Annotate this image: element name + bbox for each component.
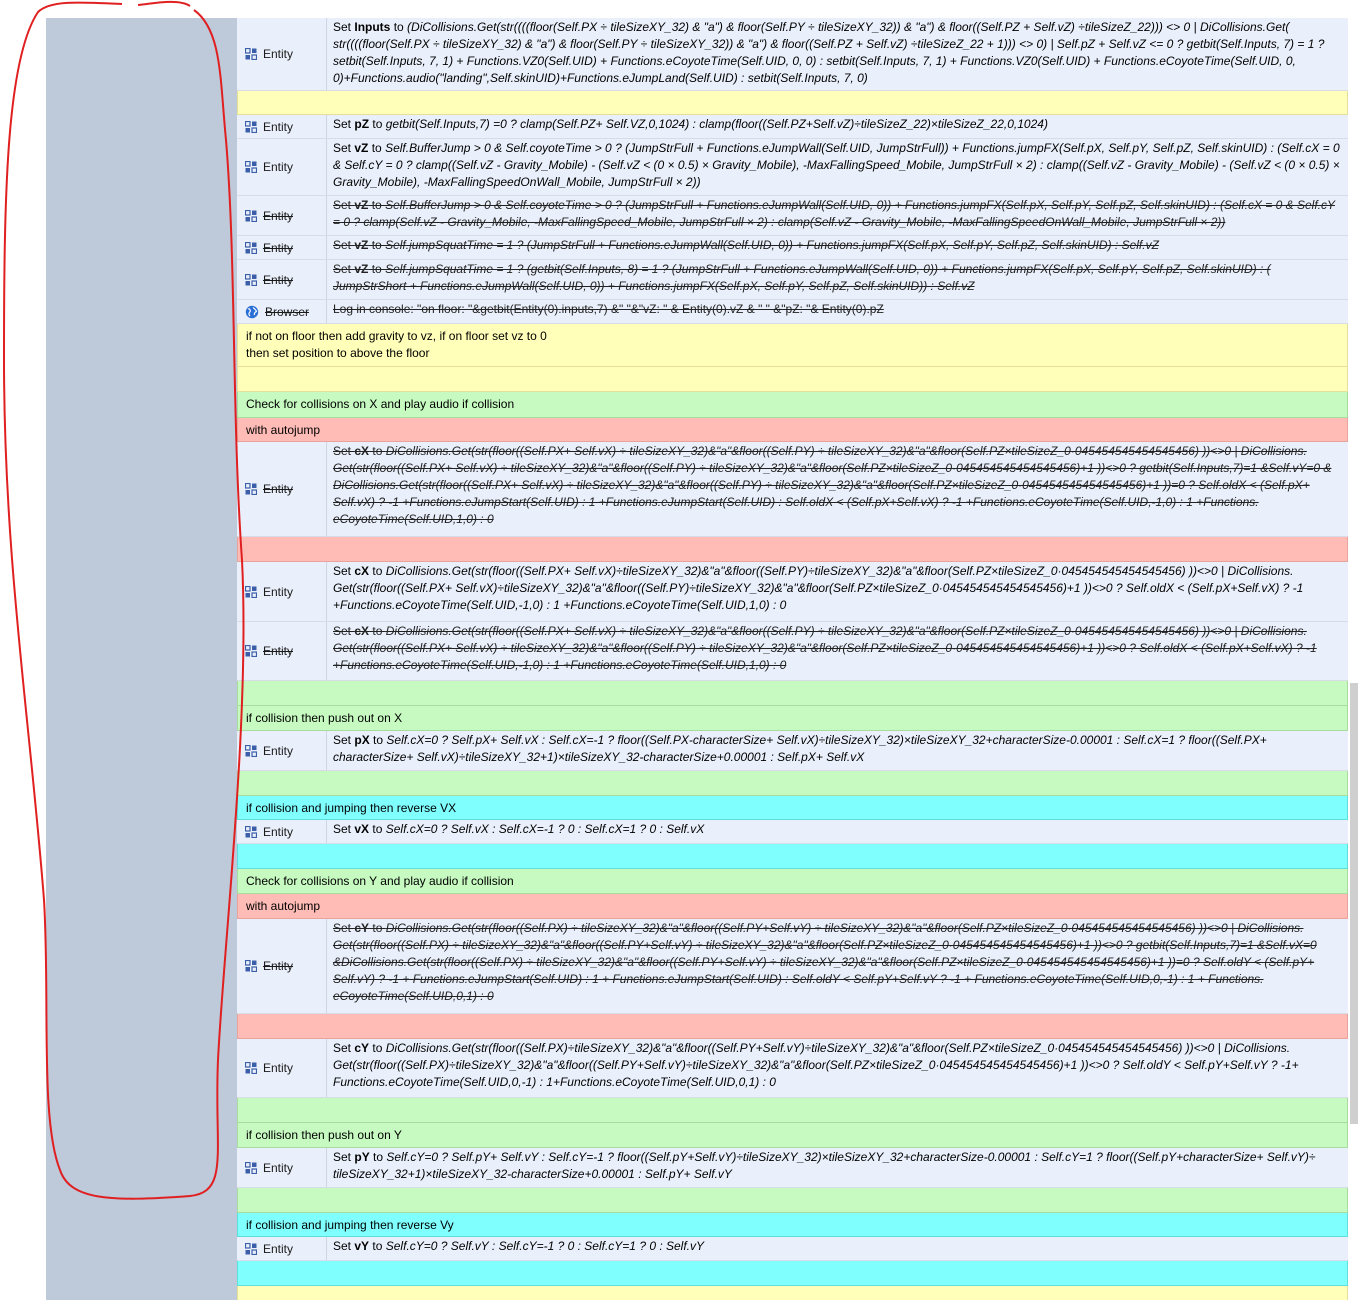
comment-row[interactable]: Check for collisions on X and play audio if collision (237, 392, 1348, 418)
action-connector: to (369, 733, 387, 747)
action-verb: Set (333, 1041, 355, 1055)
variable-name: vZ (354, 262, 369, 276)
object-name-label: Entity (263, 1160, 294, 1175)
action-row[interactable] (237, 260, 1348, 300)
action-verb: Set (333, 822, 355, 836)
action-connector: to (368, 198, 386, 212)
action-text[interactable] (327, 139, 1348, 195)
object-name-label: Entity (263, 119, 294, 134)
action-connector: to (369, 1041, 386, 1055)
action-connector: to (369, 921, 386, 935)
action-object-cell[interactable] (237, 115, 327, 138)
action-row[interactable] (237, 820, 1348, 844)
comment-row[interactable] (237, 1261, 1348, 1286)
action-connector: to (369, 117, 386, 131)
action-row[interactable] (237, 300, 1348, 324)
variable-name: pY (354, 1150, 370, 1164)
action-object-cell[interactable] (237, 300, 327, 323)
comment-row[interactable] (237, 1014, 1348, 1039)
expression: Self.cX=0 ? Self.pX+ Self.vX : Self.cX=-1 ? floor((Self.PX-characterSize+ Self.vX)÷tileSizeXY_32)×tileSizeXY_32+characterSize-0.00001 : Self.cX=1 ? floor((Self.PX+ characterSize+ Self.vX)÷tileSizeXY_32+1)×tileSizeXY_32-characterSize+0.00001 : Self.pX+ Self.vX (333, 733, 1267, 764)
action-connector: to (369, 822, 386, 836)
action-text[interactable] (327, 442, 1348, 536)
action-text[interactable] (327, 731, 1348, 770)
action-connector: to (369, 1239, 386, 1253)
action-verb: Set (333, 1150, 355, 1164)
action-verb: Set (333, 141, 355, 155)
action-object-cell[interactable] (237, 18, 327, 90)
variable-name: cX (354, 624, 370, 638)
expression: Self.BufferJump > 0 & Self.coyoteTime > 0 ? (JumpStrFull + Functions.eJumpWall(Self.UID, 0)) + Functions.jumpFX(Self.pX, Self.pY, Self.pZ, Self.skinUID) : (Self.cX = 0 & Self.cY = 0 ? clamp(Self.vZ - Gravity_Mobile, -MaxFallingSpeed_Mobile, JumpStrFull × 2) : clamp(Self.vZ - Gravity_Mobile, -MaxFallingSpeedOnWall_Mobile, JumpStrFull × 2)) (333, 198, 1335, 229)
action-row[interactable] (237, 622, 1348, 681)
action-connector: to (390, 20, 408, 34)
action-row[interactable] (237, 139, 1348, 196)
action-text[interactable] (327, 236, 1348, 259)
action-object-cell[interactable] (237, 562, 327, 621)
variable-name: vZ (354, 198, 369, 212)
object-name-label: Entity (263, 482, 294, 496)
object-name-label: Entity (263, 1061, 294, 1075)
action-text[interactable] (327, 562, 1348, 621)
expression: DiCollisions.Get(str(floor((Self.PX) ÷ tileSizeXY_32)&"a"&floor((Self.PY+Self.vY) ÷ tileSizeXY_32)&"a"&floor(Self.PZ×tileSizeZ_0·045454545454545456) ))<>0 | DiCollisions. Get(str(floor((Self.PX) ÷ tileSizeXY_32)&"a"&floor((Self.PY+Self.vY) ÷ tileSizeXY_32)&"a"&floor(Self.PZ×tileSizeZ_0·045454545454545456)+1 ))<>0 ? getbit(Self.Inputs,7)=1 &Self.vX=0 &DiCollisions.Get(str(floor((Self.PX) ÷ tileSizeXY_32)&"a"&floor((Self.PY+Self.vY) ÷ tileSizeXY_32)&"a"&floor(Self.PZ×tileSizeZ_0·045454545454545456)+1 ))=0 ? Self.oldY < (Self.pY+ Self.vY) ? -1 + Functions.eJumpStart(Self.UID) : 1 + Functions.eJumpStart(Self.UID) : Self.oldY < Self.pY+Self.vY ? -1 + Functions.eCoyoteTime(Self.UID,0,-1) : 1 + Functions. eCoyoteTime(Self.UID,0,1) : 0 (333, 921, 1317, 1003)
comment-row[interactable]: if collision then push out on X (237, 706, 1348, 731)
expression: Self.BufferJump > 0 & Self.coyoteTime > 0 ? (JumpStrFull + Functions.eJumpWall(Self.UID, JumpStrFull)) + Functions.jumpFX(Self.pX, Self.pY, Self.pZ, Self.skinUID) : (Self.cX = 0 & Self.cY = 0 ? clamp((Self.vZ - Gravity_Mobile) - (Self.vZ < (0 × 0.5) × Gravity_Mobile), -MaxFallingSpeed_Mobile, JumpStrFull × 2) : clamp((Self.vZ - Gravity_Mobile) - (Self.vZ < (0 × 0.5) × Gravity_Mobile), -MaxFallingSpeedOnWall_Mobile, JumpStrFull × 2)) (333, 141, 1340, 189)
action-row[interactable] (237, 1148, 1348, 1188)
action-object-cell[interactable] (237, 442, 327, 536)
variable-name: cX (354, 444, 370, 458)
globe-icon (245, 305, 259, 319)
grid-icon (245, 1062, 257, 1074)
action-row[interactable] (237, 919, 1348, 1014)
action-object-cell[interactable] (237, 1237, 327, 1260)
action-row[interactable] (237, 562, 1348, 622)
variable-name: Inputs (354, 20, 391, 34)
expression: DiCollisions.Get(str(floor((Self.PX+ Self.vX) ÷ tileSizeXY_32)&"a"&floor((Self.PY) ÷ tileSizeXY_32)&"a"&floor(Self.PZ×tileSizeZ_0·045454545454545456) ))<>0 | DiCollisions. Get(str(floor((Self.PX+ Self.vX) ÷ tileSizeXY_32)&"a"&floor((Self.PY) ÷ tileSizeXY_32)&"a"&floor(Self.PZ×tileSizeZ_0·045454545454545456)+1 ))<>0 ? Self.oldX < (Self.pX+Self.vX) ? -1 +Functions.eCoyoteTime(Self.UID,-1,0) : 1 +Functions.eCoyoteTime(Self.UID,1,0) : 0 (333, 624, 1317, 672)
variable-name: vZ (354, 141, 369, 155)
action-text[interactable] (327, 260, 1348, 299)
action-verb: Set (333, 20, 355, 34)
action-connector: to (369, 444, 386, 458)
expression: DiCollisions.Get(str(floor((Self.PX+ Self.vX) ÷ tileSizeXY_32)&"a"&floor((Self.PY) ÷ tileSizeXY_32)&"a"&floor(Self.PZ×tileSizeZ_0·045454545454545456) ))<>0 | DiCollisions. Get(str(floor((Self.PX+ Self.vX) ÷ tileSizeXY_32)&"a"&floor((Self.PY) ÷ tileSizeXY_32)&"a"&floor(Self.PZ×tileSizeZ_0·045454545454545456)+1 ))<>0 ? getbit(Self.Inputs,7)=1 &Self.vY=0 & DiCollisions.Get(str(floor((Self.PX+ Self.vX) ÷ tileSizeXY_32)&"a"&floor((Self.PY) ÷ tileSizeXY_32)&"a"&floor(Self.PZ×tileSizeZ_0·045454545454545456)+1 ))=0 ? Self.oldX < (Self.pX+ Self.vX) ? -1 +Functions.eJumpStart(Self.UID) : 1 +Functions.eJumpStart(Self.UID) : Self.oldX < (Self.pX+Self.vX) ? -1 +Functions.eCoyoteTime(Self.UID,-1,0) : 1 +Functions. eCoyoteTime(Self.UID,1,0) : 0 (333, 444, 1332, 526)
action-object-cell[interactable] (237, 196, 327, 235)
object-name-label: Entity (263, 47, 294, 61)
action-text[interactable] (327, 115, 1348, 138)
grid-icon (245, 960, 257, 972)
expression: Self.cX=0 ? Self.vX : Self.cX=-1 ? 0 : Self.cX=1 ? 0 : Self.vX (385, 822, 705, 836)
comment-row[interactable] (237, 537, 1348, 562)
action-row[interactable] (237, 442, 1348, 537)
action-verb: Set (333, 238, 355, 252)
action-row[interactable] (237, 18, 1348, 91)
action-connector: to (368, 262, 386, 276)
grid-icon (245, 745, 257, 757)
object-name-label: Entity (263, 644, 294, 658)
action-row[interactable] (237, 1039, 1348, 1098)
action-row[interactable] (237, 115, 1348, 139)
expression: DiCollisions.Get(str(floor((Self.PX)÷tileSizeXY_32)&"a"&floor((Self.PY+Self.vY)÷tileSizeXY_32)&"a"&floor(Self.PZ×tileSizeZ_0·045454545454545456) ))<>0 | DiCollisions. Get(str(floor((Self.PX)÷tileSizeXY_32)&"a"&floor((Self.PY+Self.vY)÷tileSizeXY_32)&"a"&floor(Self.PZ×tileSizeZ_0·045454545454545456)+1 ))<>0 ? Self.oldY < Self.pY+Self.vY ? -1+ Functions.eCoyoteTime(Self.UID,0,-1) : 1+Functions.eCoyoteTime(Self.UID,0,1) : 0 (333, 1041, 1299, 1089)
object-name-label: Entity (263, 959, 294, 973)
action-object-cell[interactable] (237, 236, 327, 259)
action-verb: Set (333, 921, 355, 935)
grid-icon (245, 483, 257, 495)
action-text[interactable] (327, 820, 1348, 843)
action-text[interactable] (327, 1237, 1348, 1260)
action-text[interactable] (327, 1039, 1348, 1097)
event-sheet[interactable] (237, 18, 1348, 1300)
expression: Self.jumpSquatTime = 1 ? (getbit(Self.Inputs, 8) = 1 ? (JumpStrFull + Functions.eJumpWall(Self.UID, 0)) + Functions.jumpFX(Self.pX, Self.pY, Self.pZ, Self.skinUID) : ( JumpStrShort + Functions.eJumpWall(Self.UID, 0)) + Functions.jumpFX(Self.pX, Self.pY, Self.pZ, Self.skinUID)) : Self.vZ (333, 262, 1271, 293)
action-object-cell[interactable] (237, 622, 327, 680)
expression: Self.jumpSquatTime = 1 ? (JumpStrFull + Functions.eJumpWall(Self.UID, 0)) + Functions.jumpFX(Self.pX, Self.pY, Self.pZ, Self.skinUID) : Self.vZ (385, 238, 1159, 252)
variable-name: vY (354, 1239, 370, 1253)
grid-icon (245, 826, 257, 838)
grid-icon (245, 1162, 257, 1174)
variable-name: cX (354, 564, 370, 578)
variable-name: cY (354, 1041, 370, 1055)
comment-row[interactable]: Check for collisions on Y and play audio if collision (237, 869, 1348, 894)
action-row[interactable] (237, 196, 1348, 236)
action-object-cell[interactable] (237, 820, 327, 843)
action-object-cell[interactable] (237, 1148, 327, 1187)
grid-icon (245, 1243, 257, 1255)
action-object-cell[interactable] (237, 731, 327, 770)
comment-row[interactable] (237, 771, 1348, 796)
action-text[interactable] (327, 919, 1348, 1013)
variable-name: vX (354, 822, 370, 836)
grid-icon (245, 586, 257, 598)
action-verb: Set (333, 564, 355, 578)
expression: Log in console: "on floor: "&getbit(Entity(0).inputs,7) &" "&"vZ: " & Entity(0).vZ & " " &"pZ: "& Entity(0).pZ (333, 302, 884, 316)
comment-row[interactable] (237, 844, 1348, 869)
object-name-label: Entity (263, 208, 294, 223)
comment-row[interactable] (237, 681, 1348, 706)
object-name-label: Browser (265, 304, 310, 319)
comment-row[interactable]: if not on floor then add gravity to vz, if on floor set vz to 0 then set position to above the floor (237, 324, 1348, 367)
grid-icon (245, 48, 257, 60)
grid-icon (245, 161, 257, 173)
action-object-cell[interactable] (237, 1039, 327, 1097)
action-row[interactable] (237, 731, 1348, 771)
expression: DiCollisions.Get(str(floor((Self.PX+ Self.vX)÷tileSizeXY_32)&"a"&floor((Self.PY)÷tileSizeXY_32)&"a"&floor(Self.PZ×tileSizeZ_0·045454545454545456) ))<>0 | DiCollisions. Get(str(floor((Self.PX+ Self.vX)÷tileSizeXY_32)&"a"&floor((Self.PY)÷tileSizeXY_32)&"a"&floor(Self.PZ×tileSizeZ_0·045454545454545456)+1 ))<>0 ? Self.oldX < (Self.pX+Self.vX) ? -1 +Functions.eCoyoteTime(Self.UID,-1,0) : 1 +Functions.eCoyoteTime(Self.UID,1,0) : 0 (333, 564, 1304, 612)
action-object-cell[interactable] (237, 260, 327, 299)
variable-name: cY (354, 921, 370, 935)
object-name-label: Entity (263, 824, 294, 839)
action-object-cell[interactable] (237, 919, 327, 1013)
action-text[interactable] (327, 1148, 1348, 1187)
action-connector: to (368, 141, 386, 155)
action-verb: Set (333, 444, 355, 458)
variable-name: pZ (354, 117, 370, 131)
action-text[interactable] (327, 18, 1348, 90)
comment-row[interactable] (237, 367, 1348, 392)
comment-row[interactable]: if collision then push out on Y (237, 1123, 1348, 1148)
comment-row[interactable] (237, 1188, 1348, 1213)
comment-row[interactable]: if collision and jumping then reverse VX (237, 796, 1348, 820)
action-connector: to (368, 238, 386, 252)
action-verb: Set (333, 733, 355, 747)
grid-icon (245, 645, 257, 657)
expression: Self.cY=0 ? Self.vY : Self.cY=-1 ? 0 : Self.cY=1 ? 0 : Self.vY (385, 1239, 705, 1253)
action-verb: Set (333, 624, 355, 638)
action-row[interactable] (237, 236, 1348, 260)
object-name-label: Entity (263, 584, 294, 599)
vertical-scrollbar[interactable] (1350, 683, 1358, 1124)
grid-icon (245, 242, 257, 254)
comment-row[interactable] (237, 1286, 1348, 1300)
expression: Self.cY=0 ? Self.pY+ Self.vY : Self.cY=-1 ? floor((Self.pY+Self.vY)÷tileSizeXY_32)×tileSizeXY_32+characterSize-0.00001 : Self.cY=1 ? floor((Self.pY+characterSize+ Self.vY)÷ tileSizeXY_32+1)×tileSizeXY_32-characterSize+0.00001 : Self.pY+ Self.vY (333, 1150, 1316, 1181)
comment-row[interactable] (237, 1098, 1348, 1123)
event-margin-panel (46, 18, 237, 1300)
action-object-cell[interactable] (237, 139, 327, 195)
action-row[interactable] (237, 1237, 1348, 1261)
grid-icon (245, 210, 257, 222)
comment-row[interactable]: if collision and jumping then reverse Vy (237, 1213, 1348, 1237)
action-connector: to (369, 1150, 387, 1164)
action-text[interactable] (327, 622, 1348, 680)
action-verb: Set (333, 117, 355, 131)
comment-row[interactable]: with autojump (237, 418, 1348, 442)
action-connector: to (369, 564, 386, 578)
object-name-label: Entity (263, 1241, 294, 1256)
grid-icon (245, 121, 257, 133)
variable-name: vZ (354, 238, 369, 252)
object-name-label: Entity (263, 240, 294, 255)
expression: (DiCollisions.Get(str((((floor(Self.PX ÷ tileSizeXY_32) & "a") & floor(Self.PY ÷ tileSizeXY_32)) & "a") & floor((Self.PZ + Self.vZ) ÷tileSizeZ_22))) <> 0 | DiCollisions.Get( str((((floor(Self.PX ÷ tileSizeXY_32) & "a") & floor(Self.PY ÷ tileSizeXY_32)) & "a") & floor((Self.PZ + Self.vZ) ÷tileSizeZ_22 + 1))) <> 0) | Self.pZ + Self.vZ <= 0 ? getbit(Self.Inputs, 7) = 1 ? setbit(Self.Inputs, 7, 1) + Functions.VZ0(Self.UID) + Functions.eCoyoteTime(Self.UID, 0, 0) : setbit(Self.Inputs, 7, 1) + Functions.VZ0(Self.UID) + Functions.eCoyoteTime(Self.UID, 0, 0)+Functions.audio("landing",Self.skinUID)+Functions.eJumpLand(Self.UID) : setbit(Self.Inputs, 7, 0) (333, 20, 1325, 85)
action-verb: Set (333, 262, 355, 276)
action-verb: Set (333, 198, 355, 212)
object-name-label: Entity (263, 160, 294, 174)
comment-row[interactable]: with autojump (237, 894, 1348, 919)
comment-row[interactable] (237, 91, 1348, 115)
grid-icon (245, 274, 257, 286)
object-name-label: Entity (263, 743, 294, 758)
expression: getbit(Self.Inputs,7) =0 ? clamp(Self.PZ+ Self.VZ,0,1024) : clamp(floor((Self.PZ+Self.vZ)÷tileSizeZ_22)×tileSizeZ_22,0,1024) (385, 117, 1048, 131)
action-text[interactable] (327, 196, 1348, 235)
action-verb: Set (333, 1239, 355, 1253)
object-name-label: Entity (263, 272, 294, 287)
variable-name: pX (354, 733, 370, 747)
action-text[interactable] (327, 300, 1348, 323)
action-connector: to (369, 624, 386, 638)
